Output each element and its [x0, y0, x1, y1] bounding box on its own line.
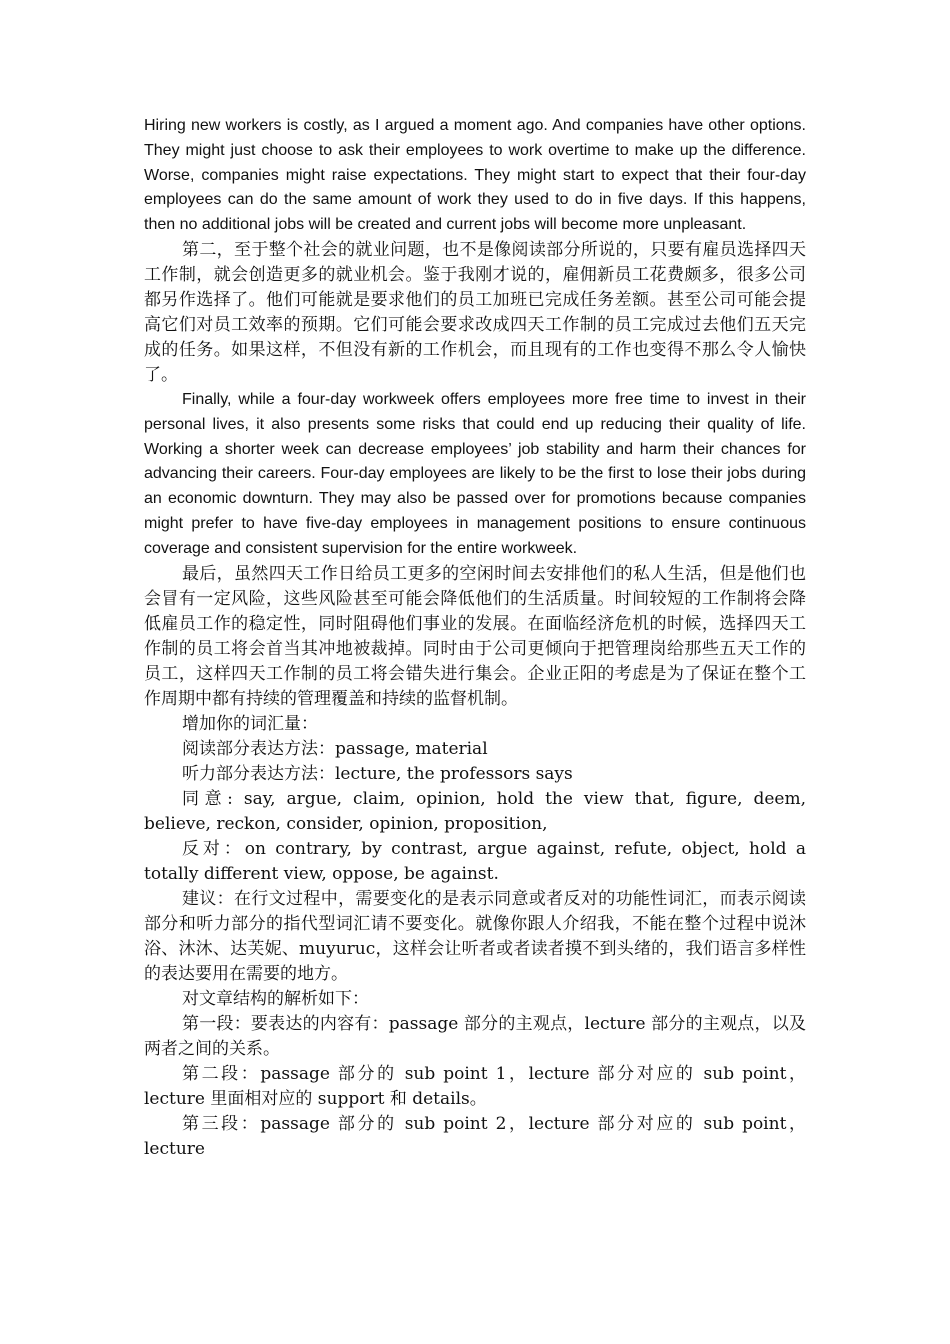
vocabulary-listening-expressions: 听力部分表达方法：lecture, the professors says [182, 763, 573, 784]
paragraph-hiring-costs: Hiring new workers is costly, as I argued a moment ago. And companies have other options. They might just choose to ask their employees to work overtime to make up the difference. Worse, companies might raise expectations. They might start to expect that their four-day employees can do the same amount of work they used to do in five days. If this happens, then no additional jobs will be created and current jobs will become more unpleasant. [144, 117, 806, 234]
structure-analysis-heading: 对文章结构的解析如下： [182, 988, 369, 1009]
paragraph-finally-risks: Finally, while a four-day workweek offers employees more free time to invest in their personal lives, it also presents some risks that could end up reducing their quality of life. Working a shorter week can decrease employees’ job stability and harm their chances for advancing their careers. Four-day employees are likely to be the first to lose their jobs during an economic downturn. They may also be passed over for promotions because companies might prefer to have five-day employees in management positions to ensure continuous coverage and consistent supervision for the entire workweek. [144, 390, 806, 557]
vocabulary-agree-words: 同意: say, argue, claim, opinion, hold the view that, figure, deem, believe, reckon, consider, opinion, proposition, [144, 788, 806, 834]
structure-paragraph-two: 第二段：passage 部分的 sub point 1，lecture 部分对应的 sub point，lecture 里面相对应的 support 和 details。 [144, 1063, 806, 1109]
writing-suggestion: 建议：在行文过程中，需要变化的是表示同意或者反对的功能性词汇，而表示阅读部分和听力部分的指代型词汇请不要变化。就像你跟人介绍我，不能在整个过程中说沐浴、沐沐、达芙妮、muyuruc，这样会让听者或者读者摸不到头绪的，我们语言多样性的表达要用在需要的地方。 [144, 888, 806, 984]
paragraph-second-point-translation: 第二，至于整个社会的就业问题，也不是像阅读部分所说的，只要有雇员选择四天工作制，就会创造更多的就业机会。鉴于我刚才说的，雇佣新员工花费颇多，很多公司都另作选择了。他们可能就是要求他们的员工加班已完成任务差额。甚至公司可能会提高它们对员工效率的预期。它们可能会要求改成四天工作制的员工完成过去他们五天完成的任务。如果这样，不但没有新的工作机会，而且现有的工作也变得不那么令人愉快了。 [144, 239, 806, 385]
vocabulary-reading-expressions: 阅读部分表达方法：passage, material [182, 738, 488, 759]
structure-paragraph-three: 第三段：passage 部分的 sub point 2，lecture 部分对应的 sub point，lecture [144, 1113, 806, 1159]
paragraph-finally-translation: 最后，虽然四天工作日给员工更多的空闲时间去安排他们的私人生活，但是他们也会冒有一定风险，这些风险甚至可能会降低他们的生活质量。时间较短的工作制将会降低雇员工作的稳定性，同时阻碍他们事业的发展。在面临经济危机的时候，选择四天工作制的员工将会首当其冲地被裁掉。同时由于公司更倾向于把管理岗给那些五天工作的员工，这样四天工作制的员工将会错失进行集会。企业正阳的考虑是为了保证在整个工作周期中都有持续的管理覆盖和持续的监督机制。 [144, 563, 806, 709]
document-page [144, 114, 806, 1162]
vocabulary-oppose-words: 反对：on contrary, by contrast, argue against, refute, object, hold a totally different view, oppose, be against. [144, 838, 806, 884]
structure-paragraph-one: 第一段：要表达的内容有：passage 部分的主观点，lecture 部分的主观点，以及两者之间的关系。 [144, 1013, 806, 1059]
vocabulary-heading: 增加你的词汇量： [182, 713, 318, 734]
